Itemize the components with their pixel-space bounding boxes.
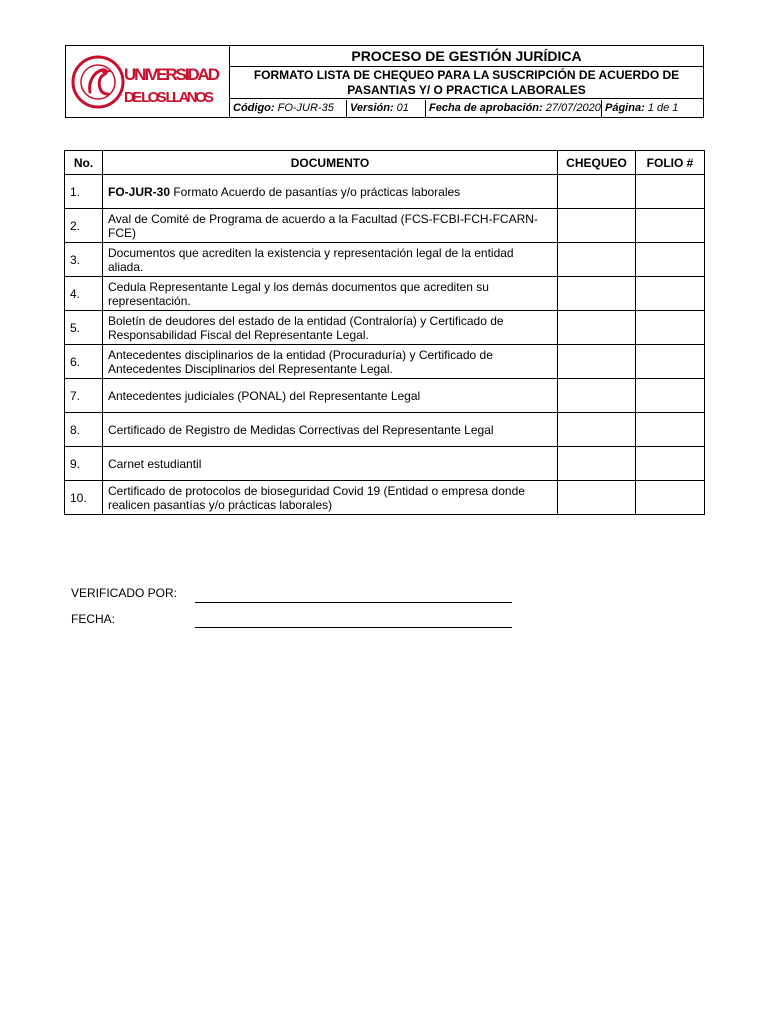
- row-number: 2.: [65, 209, 103, 243]
- document-description: Antecedentes disciplinarios de la entidad (Procuraduría) y Certificado de Antecedentes Disciplinarios del Representante Legal.: [108, 347, 493, 376]
- row-document: [103, 175, 558, 209]
- row-number: 7.: [65, 379, 103, 413]
- row-folio-cell[interactable]: [636, 345, 705, 379]
- document-code: FO-JUR-30: [108, 184, 171, 199]
- row-folio-cell[interactable]: [636, 209, 705, 243]
- row-document: [103, 379, 558, 413]
- row-folio-cell[interactable]: [636, 447, 705, 481]
- document-description: Aval de Comité de Programa de acuerdo a la Facultad (FCS-FCBI-FCH-FCARN-FCE): [108, 211, 538, 240]
- row-chequeo-cell[interactable]: [558, 277, 636, 311]
- page-cell: Página: 1 de 1: [605, 102, 679, 114]
- document-description: Antecedentes judiciales (PONAL) del Representante Legal: [108, 388, 421, 403]
- row-document: [103, 243, 558, 277]
- row-chequeo-cell[interactable]: [558, 345, 636, 379]
- row-chequeo-cell[interactable]: [558, 413, 636, 447]
- row-number: 1.: [65, 175, 103, 209]
- row-chequeo-cell[interactable]: [558, 379, 636, 413]
- table-row: [65, 175, 705, 209]
- table-row: [65, 413, 705, 447]
- header-documento: DOCUMENTO: [103, 151, 558, 175]
- document-description: Certificado de protocolos de bioseguridad Covid 19 (Entidad o empresa donde realicen pasantías y/o prácticas laborales): [108, 483, 525, 512]
- checklist-table: [64, 150, 705, 515]
- row-number: 6.: [65, 345, 103, 379]
- fecha-signature-line[interactable]: [195, 627, 512, 628]
- row-number: 5.: [65, 311, 103, 345]
- codigo-cell: Código: FO-JUR-35: [230, 100, 347, 117]
- row-document: [103, 345, 558, 379]
- document-description: Boletín de deudores del estado de la entidad (Contraloría) y Certificado de Responsabilidad Fiscal del Representante Legal.: [108, 313, 504, 342]
- table-row: [65, 311, 705, 345]
- header-folio: FOLIO #: [636, 151, 705, 175]
- document-description: Cedula Representante Legal y los demás documentos que acrediten su representación.: [108, 279, 489, 308]
- table-row: [65, 243, 705, 277]
- row-document: [103, 413, 558, 447]
- format-title-line2: PASANTIAS Y/ O PRACTICA LABORALES: [347, 83, 586, 97]
- header-chequeo: CHEQUEO: [558, 151, 636, 175]
- logo-cell: [66, 46, 230, 117]
- row-number: 3.: [65, 243, 103, 277]
- approval-date-cell: Fecha de aprobación: 27/07/2020: [426, 100, 602, 117]
- row-chequeo-cell[interactable]: [558, 481, 636, 515]
- metadata-row: [230, 100, 703, 117]
- row-chequeo-cell[interactable]: [558, 311, 636, 345]
- document-description: Documentos que acrediten la existencia y representación legal de la entidad aliada.: [108, 245, 514, 274]
- row-number: 9.: [65, 447, 103, 481]
- row-document: [103, 311, 558, 345]
- row-chequeo-cell[interactable]: [558, 175, 636, 209]
- row-folio-cell[interactable]: [636, 311, 705, 345]
- row-number: 10.: [65, 481, 103, 515]
- format-title-line1: FORMATO LISTA DE CHEQUEO PARA LA SUSCRIPCIÓN DE ACUERDO DE: [253, 68, 680, 82]
- row-folio-cell[interactable]: [636, 413, 705, 447]
- row-chequeo-cell[interactable]: [558, 447, 636, 481]
- row-chequeo-cell[interactable]: [558, 209, 636, 243]
- row-folio-cell[interactable]: [636, 175, 705, 209]
- row-folio-cell[interactable]: [636, 243, 705, 277]
- document-header: [65, 45, 704, 118]
- verificado-label: VERIFICADO POR:: [71, 586, 178, 600]
- logo-text-line1: UNIVERSIDAD: [124, 65, 220, 84]
- row-number: 8.: [65, 413, 103, 447]
- row-document: [103, 209, 558, 243]
- row-number: 4.: [65, 277, 103, 311]
- table-row: [65, 209, 705, 243]
- table-row: [65, 345, 705, 379]
- row-document: [103, 447, 558, 481]
- table-header-row: [65, 151, 705, 175]
- row-document: [103, 481, 558, 515]
- verificado-signature-line[interactable]: [195, 602, 512, 603]
- table-row: [65, 447, 705, 481]
- logo-text-line2: DE LOS LLANOS: [124, 89, 214, 106]
- row-folio-cell[interactable]: [636, 277, 705, 311]
- document-description: Certificado de Registro de Medidas Correctivas del Representante Legal: [108, 422, 494, 437]
- row-chequeo-cell[interactable]: [558, 243, 636, 277]
- table-row: [65, 277, 705, 311]
- document-description: Formato Acuerdo de pasantías y/o prácticas laborales: [170, 184, 461, 199]
- row-folio-cell[interactable]: [636, 379, 705, 413]
- row-document: [103, 277, 558, 311]
- process-title: PROCESO DE GESTIÓN JURÍDICA: [230, 46, 703, 67]
- table-row: [65, 481, 705, 515]
- header-no: No.: [65, 151, 103, 175]
- document-description: Carnet estudiantil: [108, 456, 202, 471]
- format-title: [230, 67, 703, 99]
- row-folio-cell[interactable]: [636, 481, 705, 515]
- version-cell: Versión: 01: [347, 100, 426, 117]
- table-row: [65, 379, 705, 413]
- university-logo: [70, 54, 226, 110]
- fecha-label: FECHA:: [71, 612, 116, 626]
